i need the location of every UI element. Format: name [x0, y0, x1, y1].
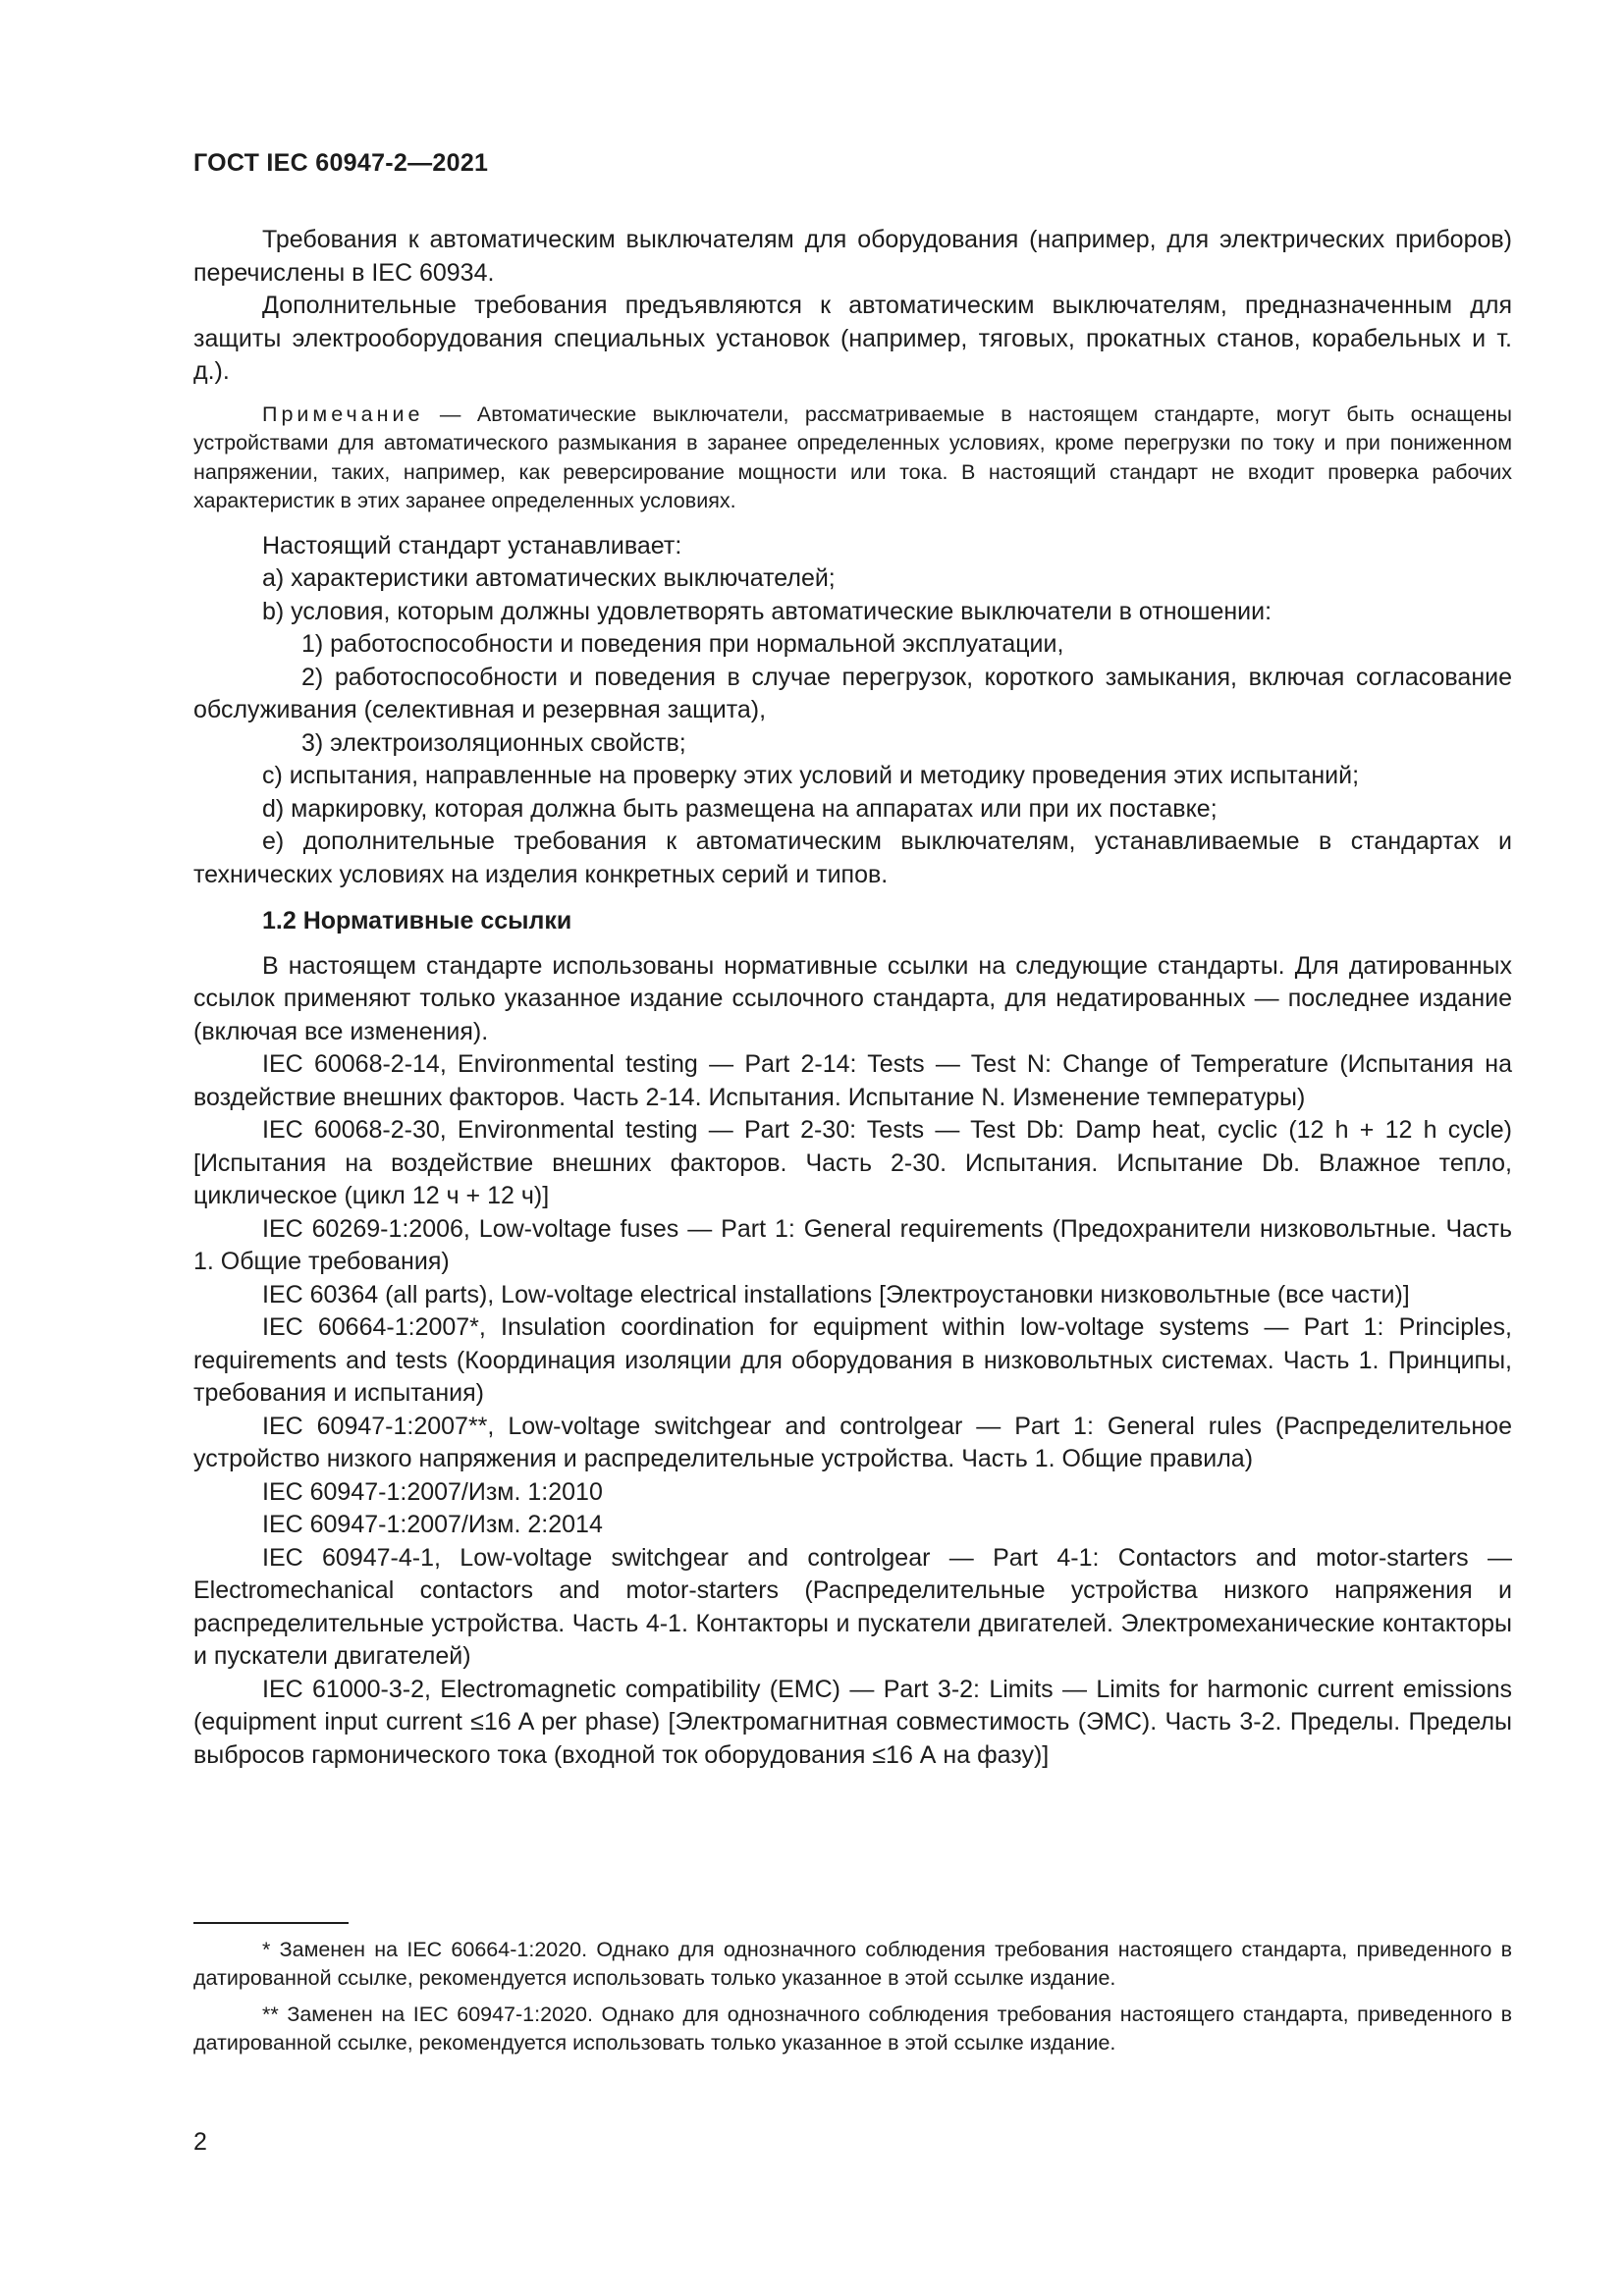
scope-item-b1: 1) работоспособности и поведения при нормальной эксплуатации,: [301, 630, 1064, 658]
section-heading: 1.2 Нормативные ссылки: [262, 907, 572, 934]
normative-reference: IEC 60947-1:2007**, Low-voltage switchgear and controlgear — Part 1: General rules (Распределительное устройство низкого напряжения и распределительные устройства. Часть 1. Общие правила): [193, 1412, 1512, 1472]
normative-reference: IEC 60068-2-30, Environmental testing — Part 2-30: Tests — Test Db: Damp heat, cyclic (12 h + 12 h cycle) [Испытания на воздействие внешних факторов. Часть 2-30. Испытания. Испытание Db. Влажное тепло, циклическое (цикл 12 ч + 12 ч)]: [193, 1116, 1512, 1209]
normative-reference: IEC 61000-3-2, Electromagnetic compatibility (EMC) — Part 3-2: Limits — Limits for harmonic current emissions (equipment input current ≤16 A per phase) [Электромагнитная совместимость (ЭМС). Часть 3-2. Пределы. Пределы выбросов гармонического тока (входной ток оборудования ≤16 А на фазу)]: [193, 1675, 1512, 1769]
normative-reference: IEC 60947-4-1, Low-voltage switchgear and controlgear — Part 4-1: Contactors and motor-starters — Electromechanical contactors and motor-starters (Распределительные устройства низкого напряжения и распределительные устройства. Часть 4-1. Контакторы и пускатели двигателей. Электромеханические контакторы и пускатели двигателей): [193, 1543, 1512, 1670]
footnote: ** Заменен на IEC 60947-1:2020. Однако для однозначного соблюдения требования настоящего стандарта, приведенного в датированной ссылке, рекомендуется использовать только указанное в этой ссылке издание.: [193, 2002, 1512, 2055]
scope-item-b3: 3) электроизоляционных свойств;: [301, 728, 686, 757]
section-intro: В настоящем стандарте использованы нормативные ссылки на следующие стандарты. Для датированных ссылок применяют только указанное издание ссылочного стандарта, для недатированных — последнее издание (включая все изменения).: [193, 951, 1512, 1045]
scope-lead: Настоящий стандарт устанавливает:: [262, 531, 682, 560]
document-header: ГОСТ IEC 60947-2—2021: [193, 149, 489, 177]
scope-item-b: b) условия, которым должны удовлетворять автоматические выключатели в отношении:: [262, 597, 1272, 625]
note-label: Примечание: [262, 401, 424, 426]
normative-reference: IEC 60364 (all parts), Low-voltage electrical installations [Электроустановки низковольтные (все части)]: [262, 1280, 1410, 1308]
normative-reference: IEC 60947-1:2007/Изм. 2:2014: [262, 1511, 603, 1538]
page-number: 2: [193, 2128, 207, 2156]
normative-reference: IEC 60269-1:2006, Low-voltage fuses — Part 1: General requirements (Предохранители низковольтные. Часть 1. Общие требования): [193, 1214, 1512, 1275]
normative-reference: IEC 60068-2-14, Environmental testing — Part 2-14: Tests — Test N: Change of Temperature (Испытания на воздействие внешних факторов. Часть 2-14. Испытания. Испытание N. Изменение температуры): [193, 1050, 1512, 1111]
footnote-divider: [193, 1922, 349, 1924]
scope-item-b2: 2) работоспособности и поведения в случае перегрузок, короткого замыкания, включая согласование обслуживания (селективная и резервная защита),: [193, 663, 1512, 723]
footnotes: [193, 1922, 1512, 2065]
scope-item-e: е) дополнительные требования к автоматическим выключателям, устанавливаемые в стандартах и технических условиях на изделия конкретных серий и типов.: [193, 828, 1512, 888]
document-body: [193, 224, 1512, 1772]
scope-item-c: с) испытания, направленные на проверку этих условий и методику проведения этих испытаний;: [262, 762, 1360, 789]
note: [193, 400, 1512, 516]
normative-reference: IEC 60947-1:2007/Изм. 1:2010: [262, 1477, 603, 1506]
scope-item-a: а) характеристики автоматических выключателей;: [262, 564, 836, 592]
intro-paragraph: Дополнительные требования предъявляются к автоматическим выключателям, предназначенным для защиты электрооборудования специальных установок (например, тяговых, прокатных станов, корабельных и т. д.).: [193, 292, 1512, 385]
normative-reference: IEC 60664-1:2007*, Insulation coordination for equipment within low-voltage systems — Part 1: Principles, requirements and tests (Координация изоляции для оборудования в низковольтных системах. Часть 1. Принципы, требования и испытания): [193, 1313, 1512, 1407]
intro-paragraph: Требования к автоматическим выключателям для оборудования (например, для электрических приборов) перечислены в IEC 60934.: [193, 226, 1512, 287]
footnote: * Заменен на IEC 60664-1:2020. Однако для однозначного соблюдения требования настоящего стандарта, приведенного в датированной ссылке, рекомендуется использовать только указанное в этой ссылке издание.: [193, 1938, 1512, 1990]
note-text: — Автоматические выключатели, рассматриваемые в настоящем стандарте, могут быть оснащены устройствами для автоматического размыкания в заранее определенных условиях, кроме перегрузки по току и при пониженном напряжении, таких, например, как реверсирование мощности или тока. В настоящий стандарт не входит проверка рабочих характеристик в этих заранее определенных условиях.: [193, 401, 1512, 512]
scope-item-d: d) маркировку, которая должна быть размещена на аппаратах или при их поставке;: [262, 794, 1218, 823]
